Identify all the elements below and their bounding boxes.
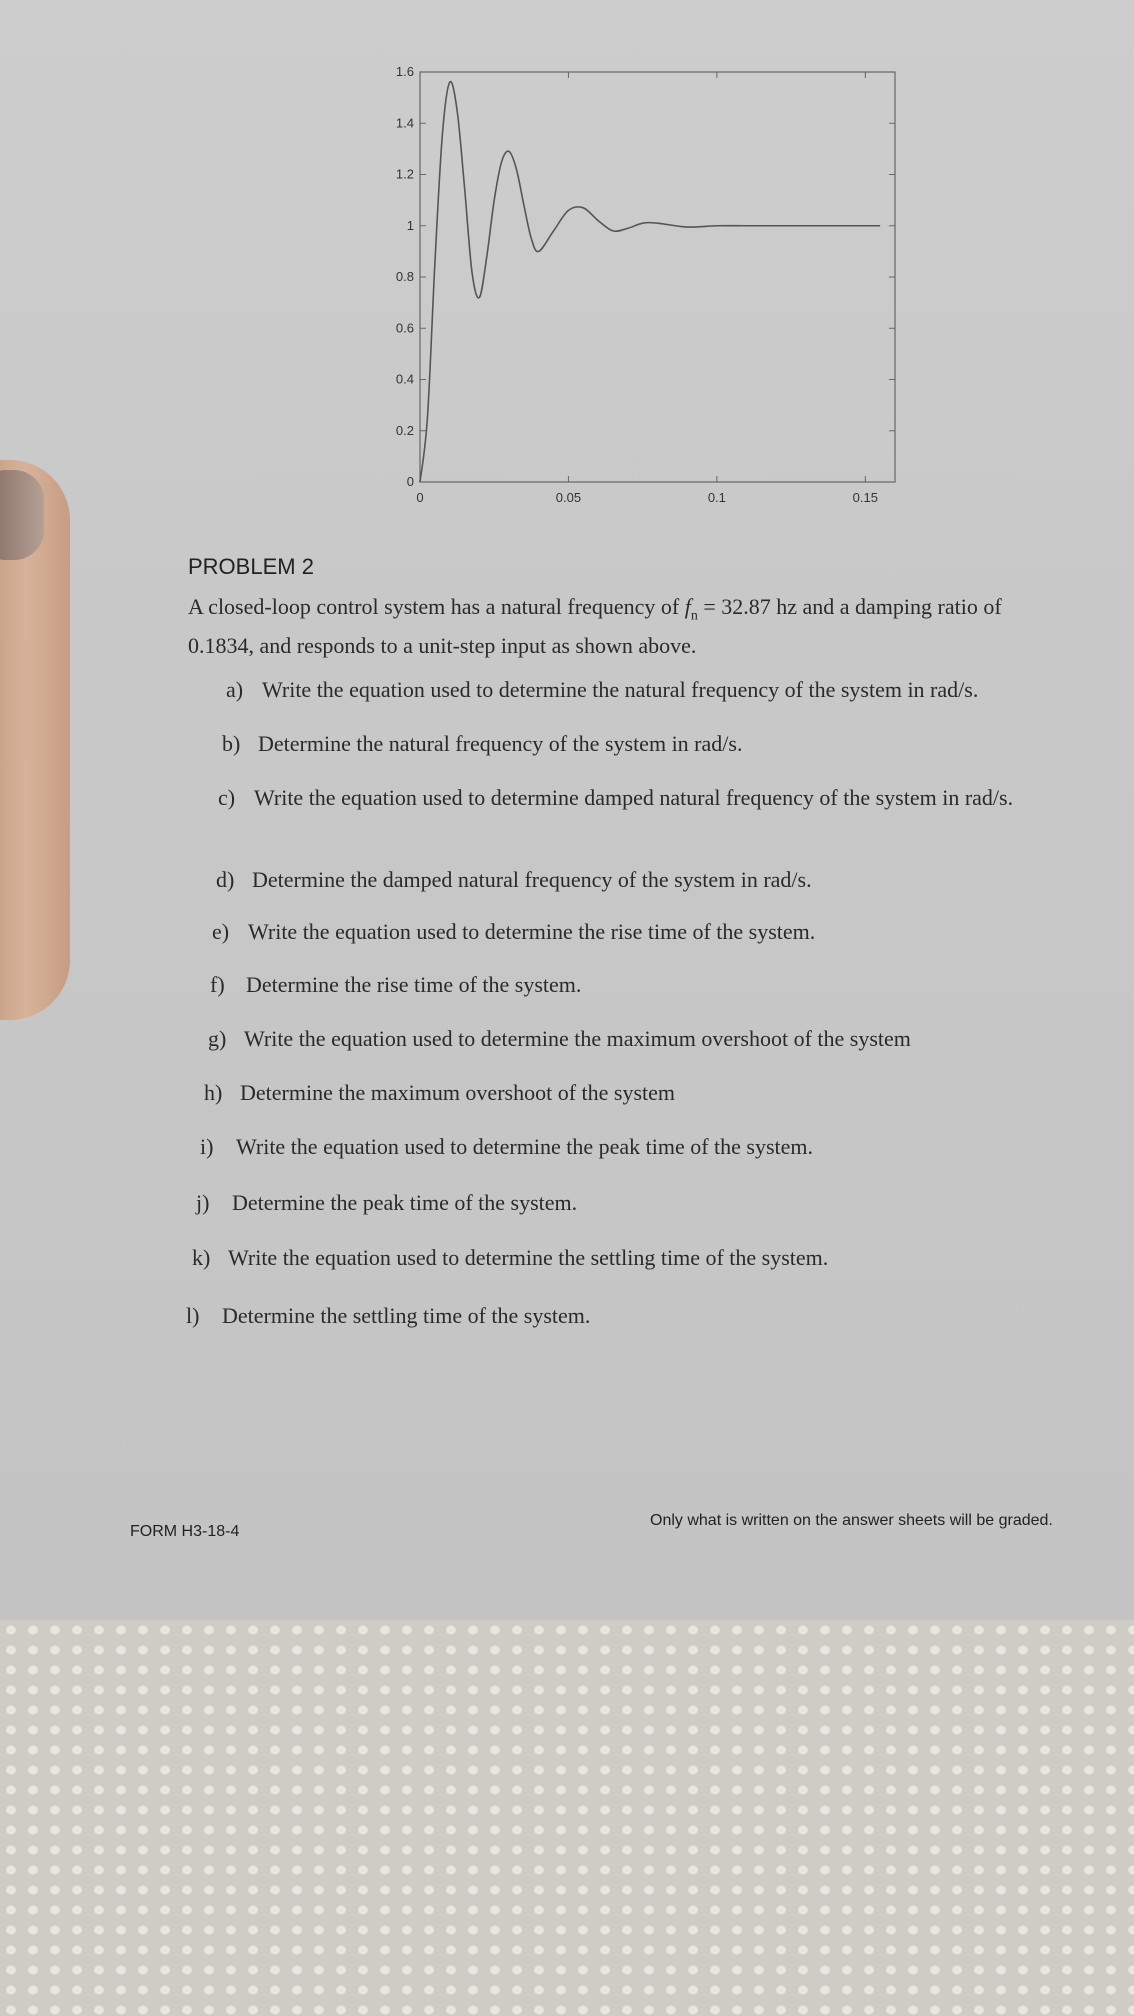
plot-area bbox=[420, 72, 895, 482]
response-curve bbox=[420, 82, 880, 482]
question-g bbox=[208, 1025, 1088, 1052]
question-d bbox=[216, 866, 1096, 893]
question-l bbox=[186, 1302, 1066, 1329]
question-e bbox=[212, 918, 1092, 945]
question-text: Write the equation used to determine the rise time of the system. bbox=[248, 919, 816, 944]
question-label: j) bbox=[196, 1190, 210, 1215]
y-tick-label: 1.2 bbox=[395, 166, 414, 182]
fn-symbol: f bbox=[684, 594, 691, 619]
y-tick-label: 1 bbox=[406, 217, 414, 233]
question-text: Write the equation used to determine the peak time of the system. bbox=[236, 1134, 814, 1159]
question-label: e) bbox=[212, 919, 230, 944]
question-text: Determine the rise time of the system. bbox=[246, 972, 582, 997]
x-tick-label: 0.05 bbox=[555, 490, 582, 505]
y-tick-label: 1.4 bbox=[395, 115, 414, 131]
question-label: f) bbox=[210, 972, 225, 997]
question-text: Determine the natural frequency of the system in rad/s. bbox=[258, 731, 743, 756]
x-tick-label: 0 bbox=[416, 490, 424, 505]
y-tick-label: 0.2 bbox=[395, 422, 414, 438]
y-tick-label: 0.8 bbox=[395, 269, 414, 284]
intro-part1: A closed-loop control system has a natural frequency of bbox=[188, 594, 685, 619]
step-response-chart bbox=[340, 40, 920, 520]
question-text: Determine the peak time of the system. bbox=[232, 1190, 578, 1215]
desk-surface bbox=[0, 1620, 1134, 2016]
question-text: Determine the settling time of the system. bbox=[222, 1303, 591, 1328]
intro-part2: = 32.87 hz and a damping ratio of 0.1834, and responds to a unit-step input as shown above. bbox=[188, 594, 1002, 659]
question-i bbox=[200, 1133, 1080, 1160]
x-tick-label: 0.15 bbox=[852, 490, 878, 505]
question-text: Write the equation used to determine the maximum overshoot of the system bbox=[244, 1026, 911, 1051]
question-label: g) bbox=[208, 1026, 227, 1051]
question-k bbox=[192, 1244, 1072, 1271]
question-label: l) bbox=[186, 1303, 200, 1328]
question-b bbox=[222, 730, 1102, 757]
question-label: b) bbox=[222, 731, 241, 756]
question-text: Write the equation used to determine the settling time of the system. bbox=[228, 1245, 829, 1270]
fn-subscript: n bbox=[690, 608, 698, 624]
question-text: Determine the maximum overshoot of the system bbox=[240, 1080, 676, 1105]
question-f bbox=[210, 971, 1090, 998]
thumb-nail bbox=[0, 470, 44, 560]
question-label: a) bbox=[226, 677, 244, 702]
y-tick-label: 0 bbox=[406, 474, 414, 489]
problem-title: PROBLEM 2 bbox=[188, 554, 314, 579]
question-text: Write the equation used to determine damped natural frequency of the system in rad/s. bbox=[254, 785, 1014, 810]
question-label: k) bbox=[192, 1245, 211, 1270]
question-label: c) bbox=[218, 785, 236, 810]
question-a bbox=[226, 676, 1106, 703]
grading-note: Only what is written on the answer sheets will be graded. bbox=[650, 1512, 1053, 1529]
x-tick-label: 0.1 bbox=[707, 490, 726, 505]
y-tick-label: 0.6 bbox=[395, 320, 414, 336]
question-c bbox=[218, 784, 1106, 811]
y-tick-label: 0.4 bbox=[395, 371, 414, 387]
y-tick-label: 1.6 bbox=[395, 64, 414, 79]
question-text: Determine the damped natural frequency of the system in rad/s. bbox=[252, 867, 812, 892]
question-label: d) bbox=[216, 867, 235, 892]
question-h bbox=[204, 1079, 1084, 1106]
question-j bbox=[196, 1189, 1076, 1216]
problem-intro bbox=[188, 592, 1068, 661]
form-number: FORM H3-18-4 bbox=[130, 1523, 240, 1540]
question-label: i) bbox=[200, 1134, 214, 1159]
question-text: Write the equation used to determine the natural frequency of the system in rad/s. bbox=[262, 677, 979, 702]
question-label: h) bbox=[204, 1080, 223, 1105]
